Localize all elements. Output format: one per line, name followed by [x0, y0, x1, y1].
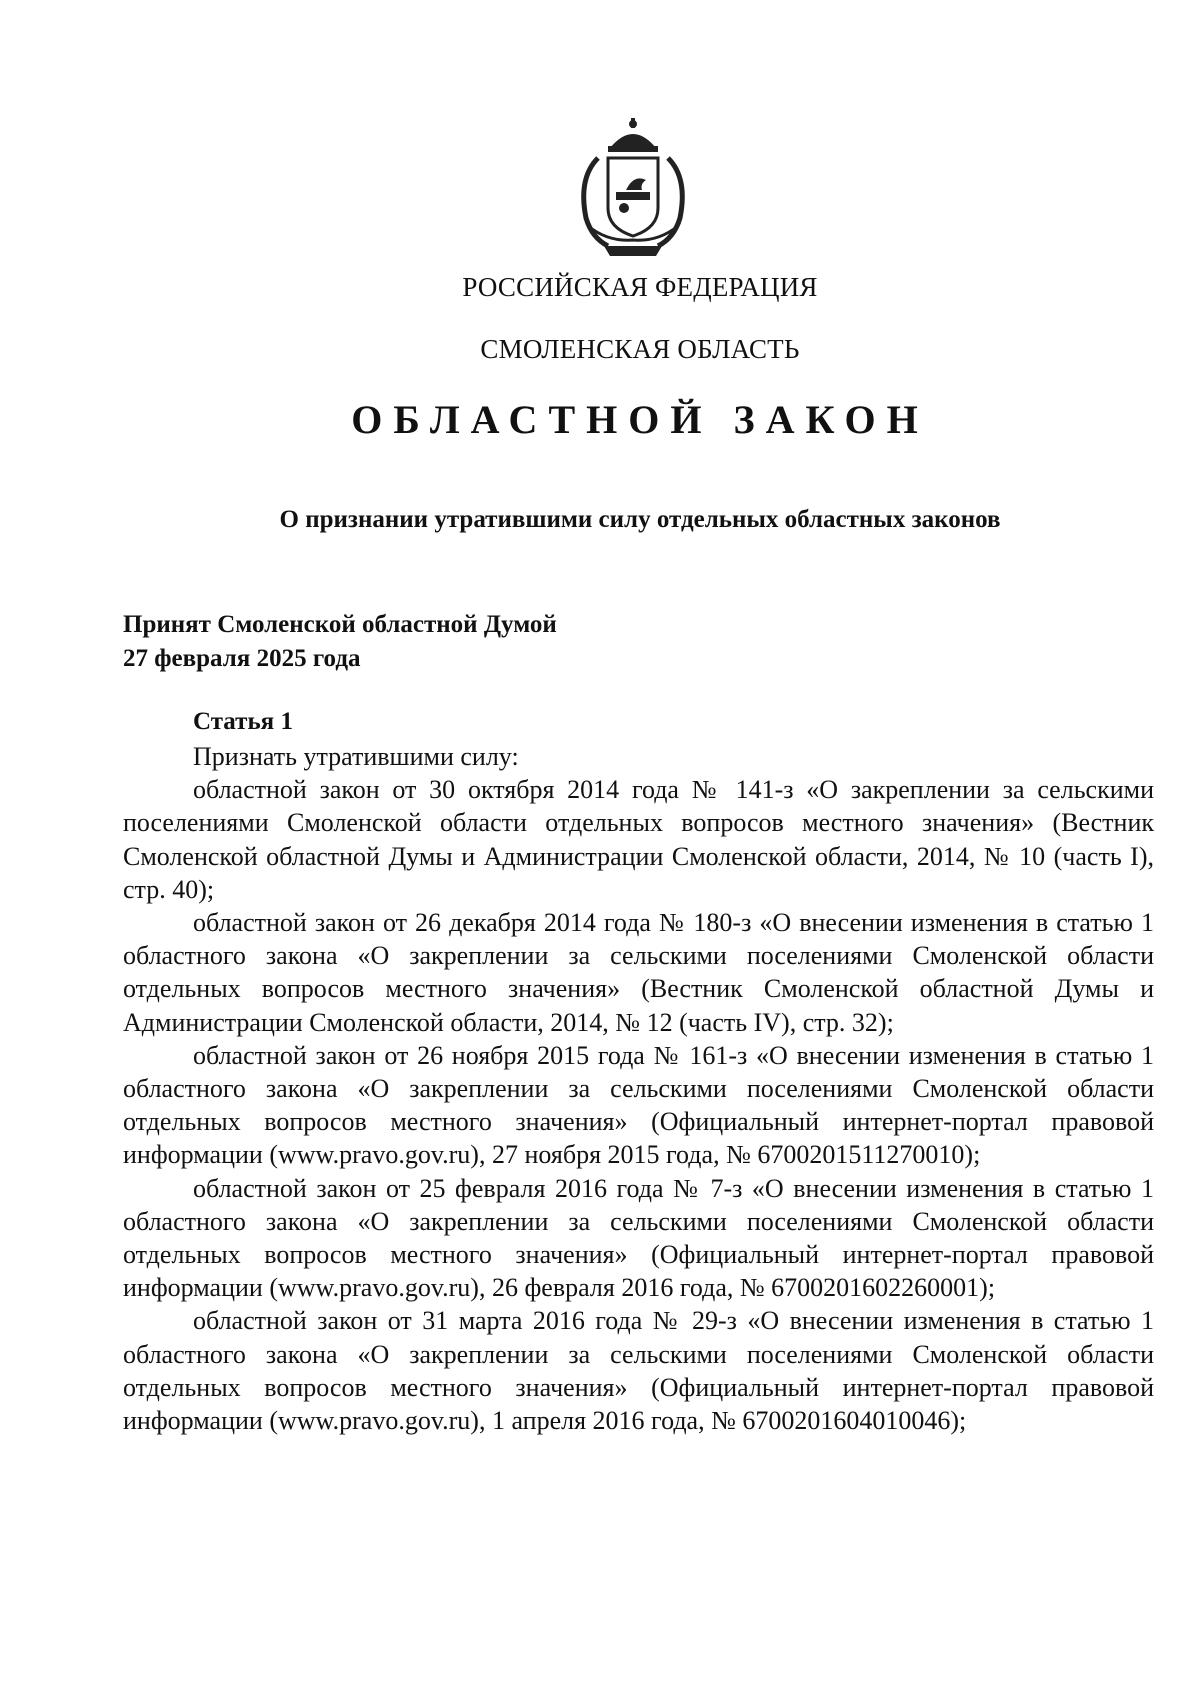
- adoption-date: 27 февраля 2025 года: [123, 645, 361, 672]
- law-title: О признании утратившими силу отдельных областных законов: [279, 506, 1001, 533]
- article-body: [123, 740, 1154, 1437]
- repealed-law-item: областной закон от 30 октября 2014 года № 141-з «О закреплении за сельскими поселениями Смоленской области отдельных вопросов местного значения» (Вестник Смоленской областной Думы и Администрации Смоленской области, 2014, № 10 (часть I), стр. 40);: [123, 775, 1154, 904]
- adoption-body: Принят Смоленской областной Думой: [123, 611, 557, 638]
- article-intro: Признать утратившими силу:: [193, 742, 519, 771]
- country-heading: РОССИЙСКАЯ ФЕДЕРАЦИЯ: [462, 272, 818, 302]
- region-heading: СМОЛЕНСКАЯ ОБЛАСТЬ: [480, 334, 800, 364]
- repealed-law-item: областной закон от 25 февраля 2016 года № 7-з «О внесении изменения в статью 1 областного закона «О закреплении за сельскими поселениями Смоленской области отдельных вопросов местного значения» (Официальный интернет-портал правовой информации (www.pravo.gov.ru), 26 февраля 2016 года, № 6700201602260001);: [123, 1173, 1154, 1303]
- coat-of-arms-icon: [568, 118, 698, 260]
- repealed-law-item: областной закон от 31 марта 2016 года № 29-з «О внесении изменения в статью 1 областного закона «О закреплении за сельскими поселениями Смоленской области отдельных вопросов местного значения» (Официальный интернет-портал правовой информации (www.pravo.gov.ru), 1 апреля 2016 года, № 6700201604010046);: [123, 1306, 1154, 1436]
- article-heading: Статья 1: [193, 708, 293, 735]
- repealed-law-item: областной закон от 26 декабря 2014 года № 180-з «О внесении изменения в статью 1 областного закона «О закреплении за сельскими поселениями Смоленской области отдельных вопросов местного значения» (Вестник Смоленской областной Думы и Администрации Смоленской области, 2014, № 12 (часть IV), стр. 32);: [123, 908, 1154, 1037]
- repealed-law-item: областной закон от 26 ноября 2015 года № 161-з «О внесении изменения в статью 1 областного закона «О закреплении за сельскими поселениями Смоленской области отдельных вопросов местного значения» (Официальный интернет-портал правовой информации (www.pravo.gov.ru), 27 ноября 2015 года, № 6700201511270010);: [123, 1040, 1154, 1170]
- adoption-block: [123, 608, 557, 676]
- document-type-heading: ОБЛАСТНОЙ ЗАКОН: [351, 397, 929, 442]
